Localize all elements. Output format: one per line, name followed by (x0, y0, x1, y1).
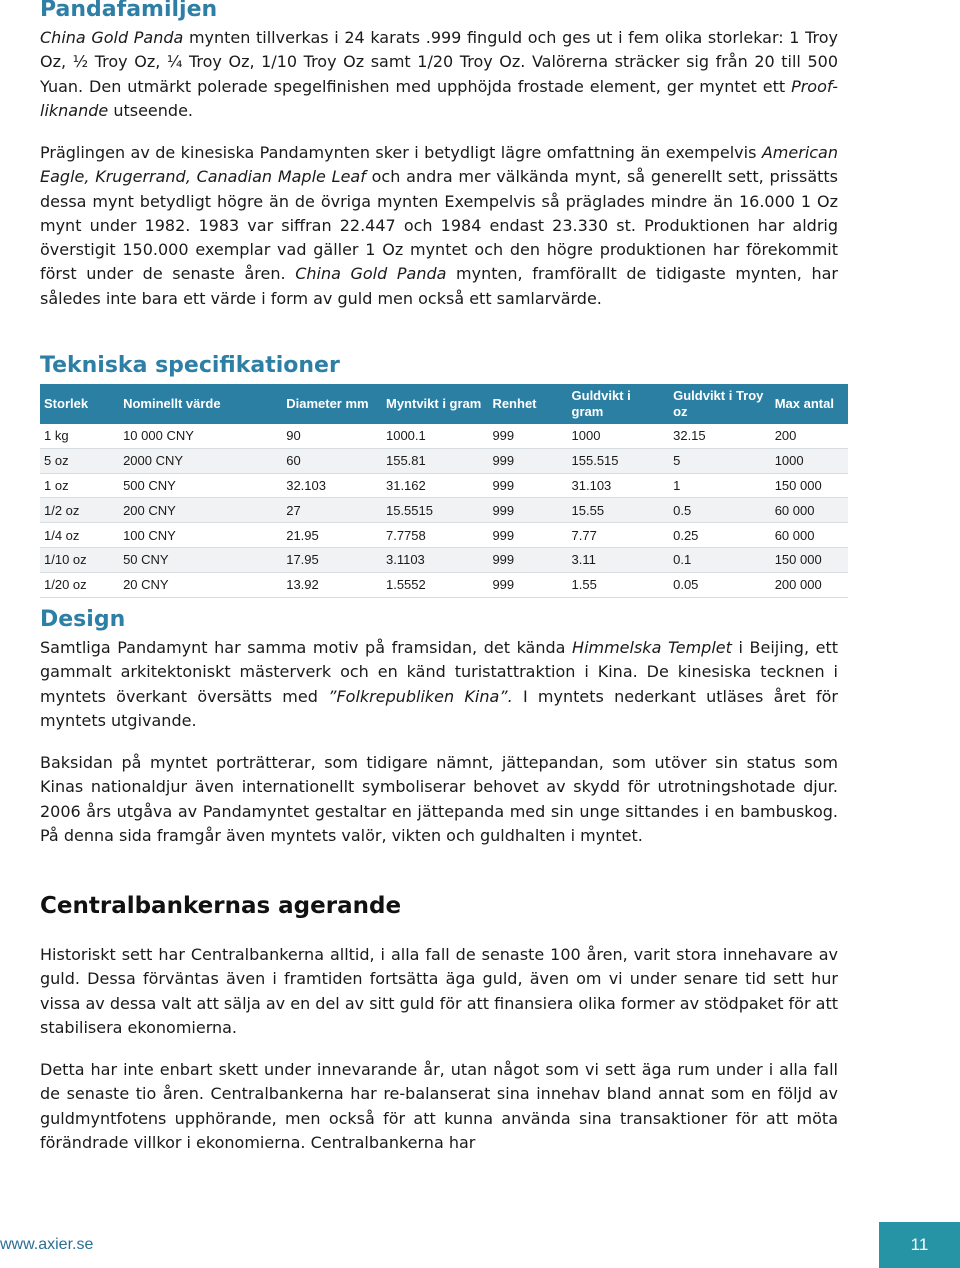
page-number-badge: 11 (879, 1222, 960, 1268)
column-header: Guldvikt i Troy oz (669, 384, 771, 424)
table-cell: 155.515 (568, 448, 670, 473)
table-cell: 0.1 (669, 547, 771, 572)
column-header: Myntvikt i gram (382, 384, 488, 424)
table-header-row (40, 384, 848, 424)
paragraph-design-1 (40, 636, 838, 733)
table-cell: 1 oz (40, 473, 119, 498)
section-title-design: Design (40, 607, 126, 632)
table-row (40, 473, 848, 498)
column-header: Guldvikt i gram (568, 384, 670, 424)
table-cell: 1000 (568, 424, 670, 448)
text: i Beijing, ett gammalt arkitektoniskt mästerverk och en känd turistattraktion i Kina. De kinesiska tecknen i myntets överkant översätts med (40, 638, 838, 706)
table-cell: 50 CNY (119, 547, 282, 572)
table-cell: 7.77 (568, 523, 670, 548)
table-cell: 1.55 (568, 572, 670, 597)
table-cell: 31.103 (568, 473, 670, 498)
section-title-pandafamiljen: Pandafamiljen (40, 0, 218, 22)
text: I myntets nederkant utläses året för myntets utgivande. (40, 686, 839, 730)
footer-website-link[interactable]: www.axier.se (0, 1236, 94, 1253)
table-cell: 1000.1 (382, 424, 488, 448)
italic-text: China Gold Panda (40, 28, 184, 47)
spec-table-container (40, 384, 848, 598)
table-cell: 32.103 (282, 473, 382, 498)
italic-text: American Eagle, Krugerrand, Canadian Maple Leaf (40, 143, 838, 187)
table-row (40, 498, 848, 523)
table-cell: 999 (488, 547, 567, 572)
text: utseende. (108, 100, 193, 120)
text: och andra mer välkända mynt, så generellt sett, prissätts dessa mynt betydligt högre än de övriga mynten Exempelvis så präglades mindre än 16.000 1 Oz mynt under 1982. 1983 var siffran 22.447 och 1984 endast 23.330 st. Produktionen har aldrig överstigit 150.000 exemplar vad gäller 1 Oz myntet och den högre produktionen har förekommit först under de senaste åren. (40, 167, 839, 284)
column-header: Nominellt värde (119, 384, 282, 424)
table-cell: 10 000 CNY (119, 424, 282, 448)
table-cell: 2000 CNY (119, 448, 282, 473)
italic-text: China Gold Panda (295, 264, 447, 284)
table-cell: 200 000 (771, 572, 848, 597)
table-cell: 5 oz (40, 448, 119, 473)
table-cell: 0.05 (669, 572, 771, 597)
italic-text: ”Folkrepubliken Kina”. (328, 686, 513, 706)
table-cell: 100 CNY (119, 523, 282, 548)
table-row (40, 448, 848, 473)
section-title-centralbanker: Centralbankernas agerande (40, 893, 402, 919)
column-header: Diameter mm (282, 384, 382, 424)
text: Präglingen av de kinesiska Pandamynten sker i betydligt lägre omfattning än exempelvis (40, 143, 762, 162)
column-header: Storlek (40, 384, 119, 424)
table-cell: 150 000 (771, 473, 848, 498)
italic-text: Himmelska Templet (572, 638, 732, 657)
table-cell: 15.55 (568, 498, 670, 523)
table-cell: 1 kg (40, 424, 119, 448)
table-cell: 15.5515 (382, 498, 488, 523)
table-cell: 1/10 oz (40, 547, 119, 572)
table-cell: 999 (488, 424, 567, 448)
table-cell: 1.5552 (382, 572, 488, 597)
table-row (40, 547, 848, 572)
table-cell: 7.7758 (382, 523, 488, 548)
table-cell: 17.95 (282, 547, 382, 572)
text: mynten tillverkas i 24 karats .999 finguld och ges ut i fem olika storlekar: 1 Troy Oz, ½ Troy Oz, ¼ Troy Oz, 1/10 Troy Oz samt 1/20 Troy Oz. Valörerna sträcker sig från 20 till 500 Yuan. Den utmärkt polerade spegelfinishen med upphöjda frostade element, ger myntet ett (40, 28, 839, 96)
table-cell: 1/2 oz (40, 498, 119, 523)
paragraph-design-2: Baksidan på myntet porträtterar, som tidigare nämnt, jättepandan, som utöver sin status som Kinas nationaldjur även internationellt symboliserar behovet av skydd för utrotningshotade djur. 2006 års utgåva av Pandamyntet gestaltar en jättepanda med sin unge sittandes i en bambuskog. På denna sida framgår även myntets valör, vikten och guldhalten i myntet. (40, 753, 838, 845)
table-cell: 200 (771, 424, 848, 448)
spec-table (40, 384, 848, 598)
text: Samtliga Pandamynt har samma motiv på framsidan, det kända (40, 638, 573, 657)
table-row (40, 424, 848, 448)
column-header: Renhet (488, 384, 567, 424)
paragraph-central-2: Detta har inte enbart skett under innevarande år, utan något som vi sett äga rum under i alla fall de senaste tio åren. Centralbankerna har re-balanserat sina innehav bland annat som en följd av guldmyntfotens upphörande, men också för att kunna använda sina transaktioner för att möta förändrade villkor i ekonomierna. Centralbankerna har (40, 1060, 838, 1152)
table-cell: 60 (282, 448, 382, 473)
table-cell: 21.95 (282, 523, 382, 548)
table-cell: 90 (282, 424, 382, 448)
table-cell: 0.25 (669, 523, 771, 548)
table-cell: 60 000 (771, 498, 848, 523)
table-cell: 3.1103 (382, 547, 488, 572)
table-cell: 999 (488, 523, 567, 548)
table-cell: 1000 (771, 448, 848, 473)
table-cell: 27 (282, 498, 382, 523)
table-cell: 500 CNY (119, 473, 282, 498)
table-cell: 32.15 (669, 424, 771, 448)
table-cell: 200 CNY (119, 498, 282, 523)
text: mynten, framförallt de tidigaste mynten, har således inte bara ett värde i form av guld men också ett samlarvärde. (40, 264, 839, 308)
table-cell: 3.11 (568, 547, 670, 572)
table-cell: 20 CNY (119, 572, 282, 597)
table-cell: 1 (669, 473, 771, 498)
table-cell: 60 000 (771, 523, 848, 548)
paragraph-central-1: Historiskt sett har Centralbankerna alltid, i alla fall de senaste 100 åren, varit stora innehavare av guld. Dessa förväntas även i framtiden fortsätta äga guld, även om vi under senare tid sett hur vissa av dessa valt att sälja av en del av sitt guld för att finansiera olika former av stödpaket för att stabilisera ekonomierna. (40, 945, 838, 1037)
table-cell: 1/20 oz (40, 572, 119, 597)
table-row (40, 572, 848, 597)
table-cell: 0.5 (669, 498, 771, 523)
table-cell: 13.92 (282, 572, 382, 597)
section-title-specs: Tekniska specifikationer (40, 353, 340, 378)
column-header: Max antal (771, 384, 848, 424)
table-cell: 31.162 (382, 473, 488, 498)
table-cell: 1/4 oz (40, 523, 119, 548)
table-cell: 150 000 (771, 547, 848, 572)
table-cell: 999 (488, 448, 567, 473)
table-cell: 999 (488, 572, 567, 597)
table-cell: 999 (488, 473, 567, 498)
paragraph-pandafamiljen-2 (40, 141, 838, 311)
table-cell: 5 (669, 448, 771, 473)
table-row (40, 523, 848, 548)
italic-text: Proof-liknande (40, 76, 838, 120)
table-cell: 155.81 (382, 448, 488, 473)
paragraph-pandafamiljen-1 (40, 26, 838, 123)
table-cell: 999 (488, 498, 567, 523)
